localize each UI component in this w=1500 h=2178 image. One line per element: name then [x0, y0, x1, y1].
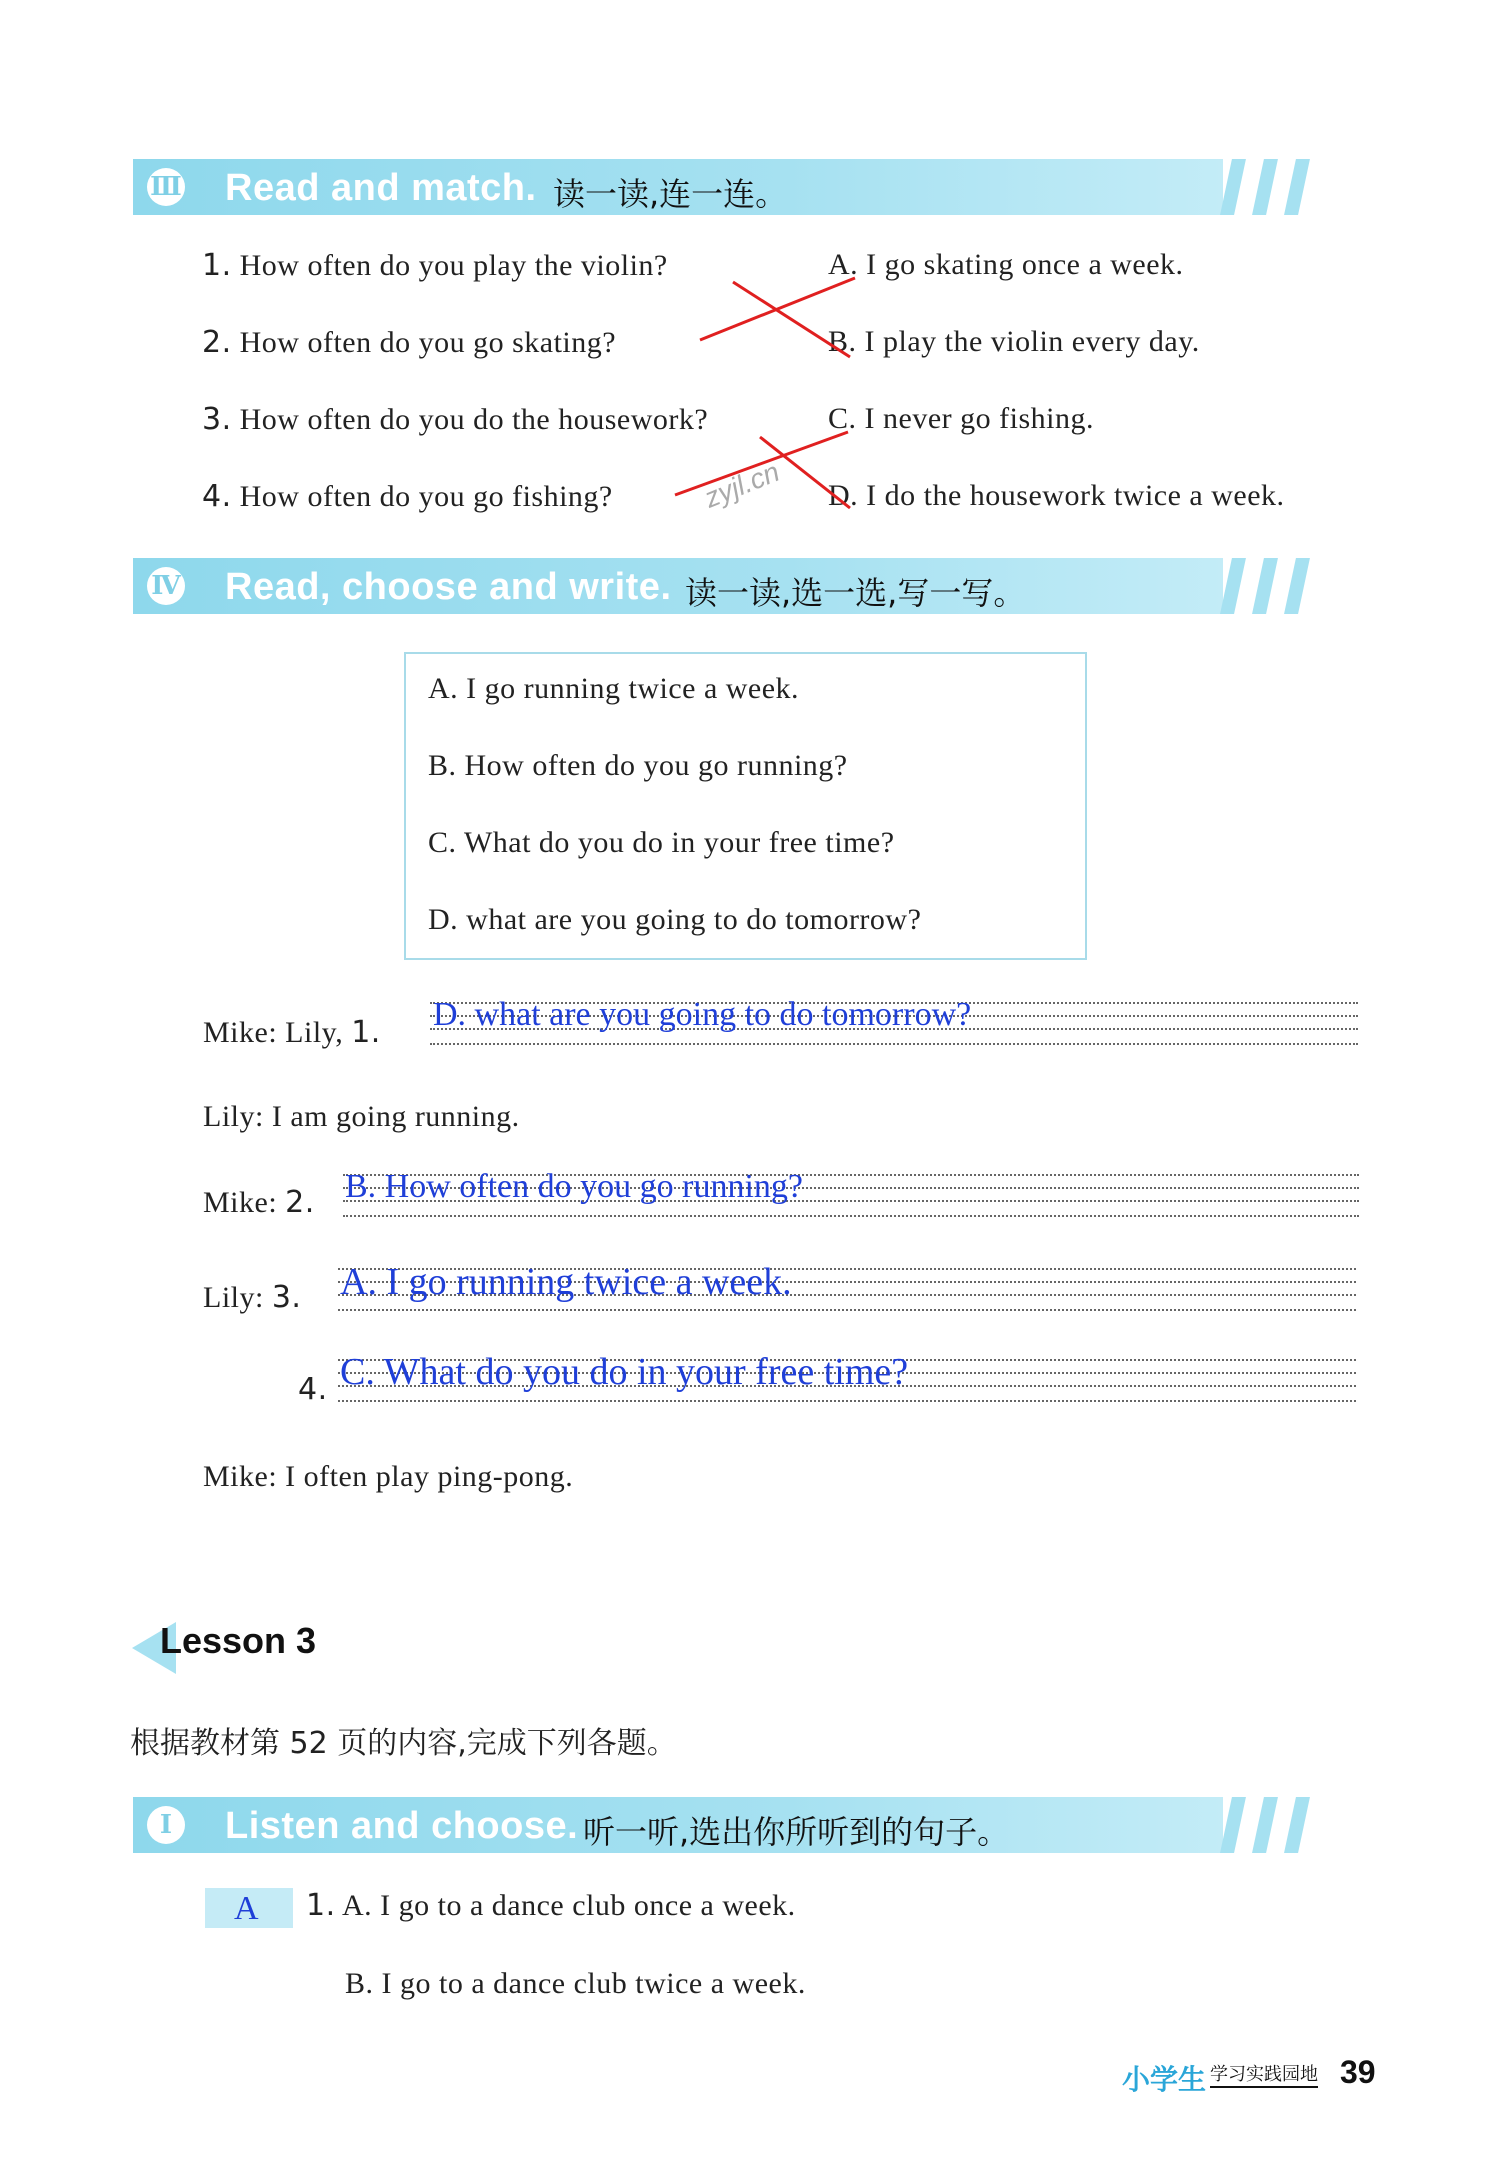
speaker: Mike: — [203, 1460, 278, 1493]
footer-subtitle: 学习实践园地 — [1210, 2060, 1318, 2088]
dialogue-line-5: 4. — [298, 1372, 328, 1407]
listen-option-b: B. I go to a dance club twice a week. — [345, 1967, 806, 2000]
match-question-2: 2. How often do you go skating? — [202, 325, 617, 360]
section-title-en: Read, choose and write. — [225, 566, 672, 608]
section-title-zh: 听一听,选出你所听到的句子。 — [583, 1813, 1010, 1851]
dialogue-line-1: Mike: Lily, 1. — [203, 1015, 381, 1050]
option-a: A. I go running twice a week. — [428, 672, 800, 705]
answer-2[interactable]: B. How often do you go running? — [345, 1168, 804, 1205]
speaker: Lily: — [203, 1100, 264, 1133]
page-number: 39 — [1340, 2054, 1376, 2090]
answer-1[interactable]: D. what are you going to do tomorrow? — [433, 996, 972, 1033]
watermark: zyjl.cn — [700, 455, 784, 514]
answer-3[interactable]: A. I go running twice a week. — [340, 1261, 792, 1303]
speaker: Mike: — [203, 1016, 278, 1049]
match-question-4: 4. How often do you go fishing? — [202, 479, 613, 514]
section-title-en: Read and match. — [225, 167, 537, 209]
section-title-zh: 读一读,选一选,写一写。 — [685, 574, 1026, 612]
lesson-heading — [132, 1618, 342, 1676]
match-answer-c: C. I never go fishing. — [828, 402, 1094, 435]
match-answer-a: A. I go skating once a week. — [828, 248, 1184, 281]
match-answer-b: B. I play the violin every day. — [828, 325, 1200, 358]
header-stripes — [1218, 1797, 1338, 1853]
section-title-zh: 读一读,连一连。 — [553, 175, 788, 213]
lesson-title: Lesson 3 — [160, 1620, 317, 1661]
section-title-en: Listen and choose. — [225, 1805, 579, 1847]
speaker: Lily: — [203, 1281, 264, 1314]
listen-answer[interactable]: A — [234, 1890, 259, 1927]
listen-option-a: 1. A. I go to a dance club once a week. — [306, 1888, 796, 1923]
match-question-3: 3. How often do you do the housework? — [202, 402, 709, 437]
section-number: Ⅳ — [147, 567, 185, 605]
footer-brand: 小学生 — [1122, 2063, 1207, 2096]
dialogue-line-2: Lily: I am going running. — [203, 1100, 520, 1133]
dialogue-line-4: Lily: 3. — [203, 1280, 302, 1315]
match-question-1: 1. How often do you play the violin? — [202, 248, 668, 283]
match-line-2a — [700, 278, 855, 340]
option-c: C. What do you do in your free time? — [428, 826, 895, 859]
match-answer-d: D. I do the housework twice a week. — [828, 479, 1285, 512]
lesson-instruction: 根据教材第 52 页的内容,完成下列各题。 — [130, 1726, 677, 1761]
option-d: D. what are you going to do tomorrow? — [428, 903, 922, 936]
answer-4[interactable]: C. What do you do in your free time? — [340, 1351, 909, 1393]
section-number: Ⅲ — [147, 168, 185, 206]
speaker: Mike: — [203, 1186, 278, 1219]
section-number: Ⅰ — [147, 1806, 185, 1844]
option-b: B. How often do you go running? — [428, 749, 848, 782]
dialogue-line-3: Mike: 2. — [203, 1185, 315, 1220]
header-stripes — [1218, 558, 1338, 614]
section-1-header — [133, 1797, 1233, 1853]
section-4-header — [133, 558, 1233, 614]
dialogue-line-6: Mike: I often play ping-pong. — [203, 1460, 574, 1493]
match-lines — [0, 0, 1500, 600]
